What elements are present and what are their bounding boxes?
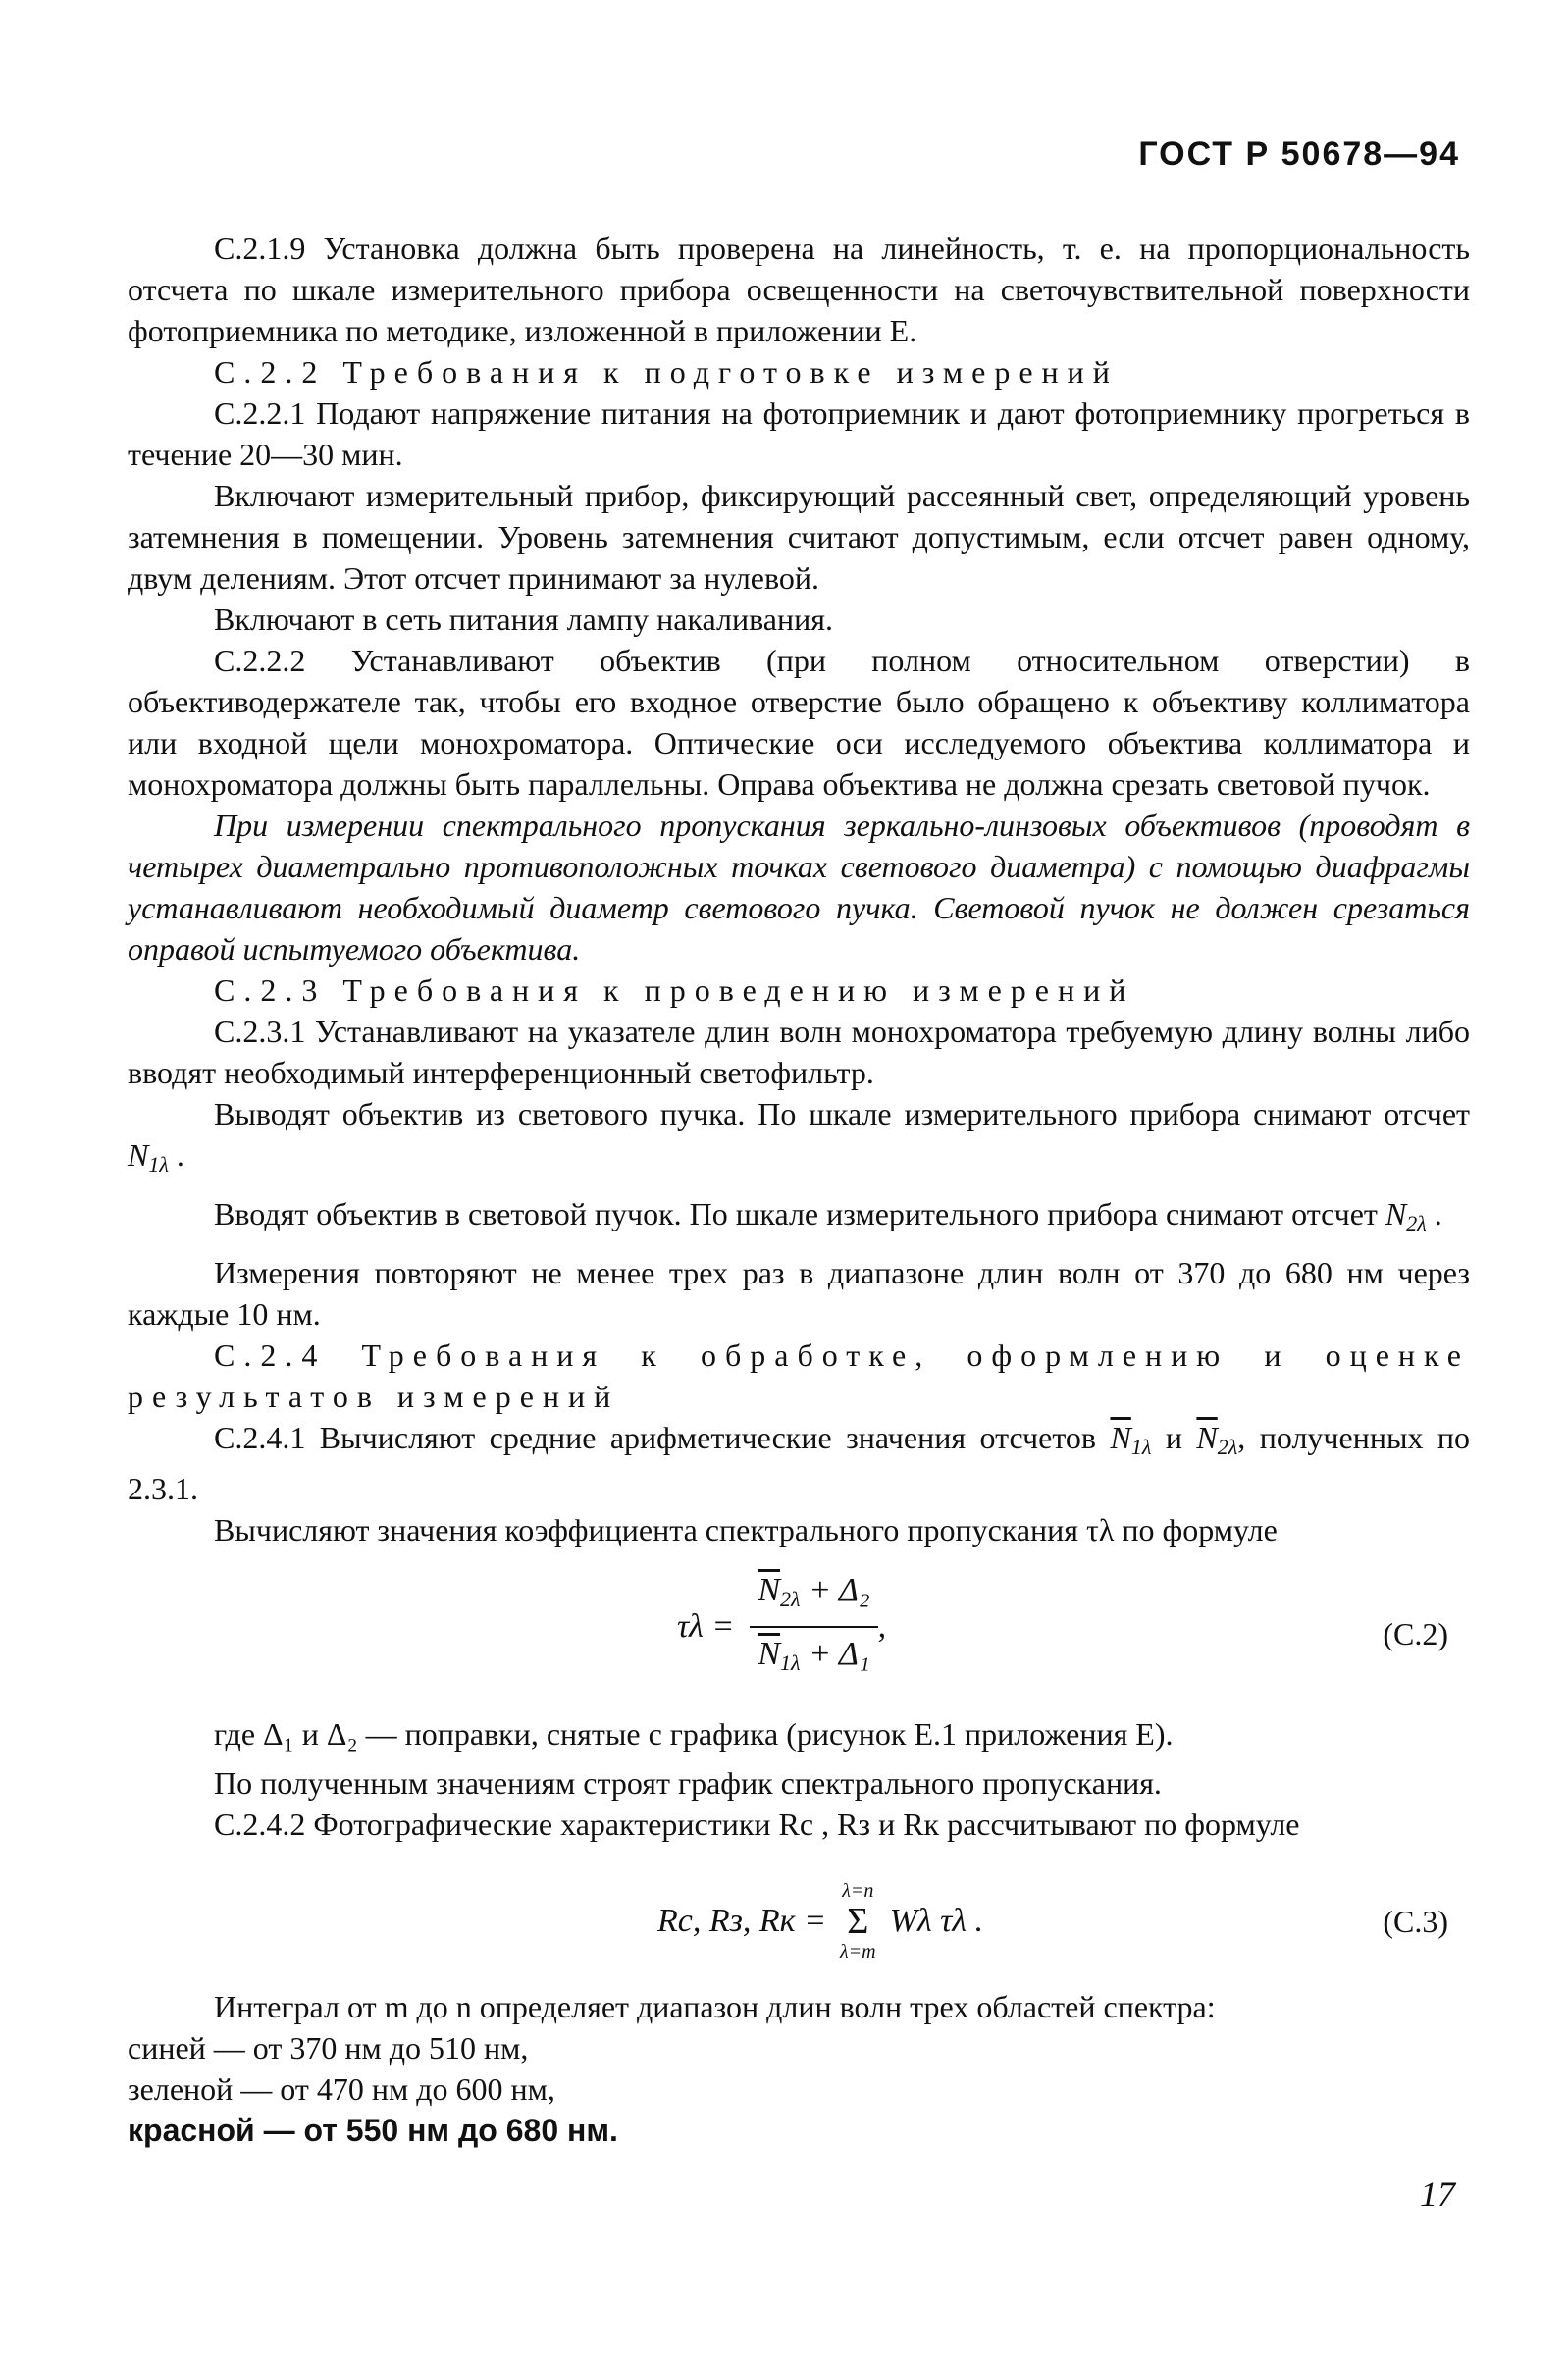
numerator-variable: $\overline{N}$: [758, 1572, 781, 1608]
reading-1-subscript: 1λ: [148, 1152, 169, 1177]
sum-lower-limit: λ=m: [840, 1941, 876, 1963]
formula-c2: [128, 1560, 1470, 1707]
paragraph-c241: С.2.4.1 Вычисляют средние арифметические значения отсчетов $\overline{N}_{1\lambda}$ и $\overline{N}_{2\lambda}$, полученных по 2.3.1.: [128, 1420, 1471, 1506]
paragraph-c231: С.2.3.1 Устанавливают на указателе длин волн монохроматора требуемую длину волны либо вводят необходимый интерференционный светофильтр.: [128, 1014, 1470, 1090]
reading-2-variable: N: [1385, 1196, 1407, 1231]
spectrum-range-red: красной — от 550 нм до 680 нм.: [128, 2113, 618, 2148]
paragraph-mirror-lens: При измерении спектрального пропускания зеркально-линзовых объективов (проводят в четырех диаметрально противоположных точках светового диаметра) с помощью диафрагмы устанавливают необходимый диаметр светового пучка. Световой пучок не должен срезаться оправой испытуемого объектива.: [128, 808, 1470, 967]
section-heading-c24: С.2.4 Требования к обработке, оформлению и оценке результатов измерений: [128, 1337, 1470, 1414]
spectrum-range-blue: синей — от 370 нм до 510 нм,: [128, 2030, 529, 2066]
formula-c3-sum: [840, 1880, 876, 1963]
paragraph-reading-2: Вводят объектив в световой пучок. По шкале измерительного прибора снимают отсчет $N_{2\lambda}$ .: [214, 1196, 1442, 1235]
standard-header: ГОСТ Р 50678—94: [1138, 135, 1460, 173]
paragraph-integral: Интеграл от m до n определяет диапазон длин волн трех областей спектра:: [214, 1989, 1216, 2024]
formula-c2-denominator: [750, 1628, 877, 1684]
paragraph-c221: С.2.2.1 Подают напряжение питания на фотоприемник и дают фотоприемнику прогреться в течение 20—30 мин.: [128, 395, 1470, 472]
spectrum-ranges-list: [128, 2027, 1470, 2151]
paragraph-c241-text: С.2.4.1 Вычисляют средние арифметические значения отсчетов: [214, 1420, 1096, 1455]
formula-c2-expression: [677, 1570, 886, 1684]
section-heading-c22: С.2.2 Требования к подготовке измерений: [214, 354, 1119, 390]
mean-n1-variable: $\overline{N}$: [1110, 1420, 1131, 1455]
formula-c2-number: (С.2): [1383, 1616, 1448, 1651]
spectrum-range-green: зеленой — от 470 нм до 600 нм,: [128, 2071, 555, 2107]
formula-c3-rhs: Wλ τλ .: [889, 1903, 984, 1939]
paragraph-repeat: Измерения повторяют не менее трех раз в диапазоне длин волн от 370 до 680 нм через каждые 10 нм.: [128, 1255, 1470, 1332]
sum-symbol: Σ: [847, 1901, 869, 1942]
formula-c2-numerator: [750, 1570, 877, 1628]
document-body: [128, 228, 1470, 2151]
denominator-subscript: 1λ: [780, 1650, 801, 1675]
paragraph-lamp: Включают в сеть питания лампу накаливания.: [214, 602, 833, 637]
paragraph-c222: С.2.2.2 Устанавливают объектив (при полном относительном отверстии) в объективодержателе так, чтобы его входное отверстие было обращено к объективу коллиматора или входной щели монохроматора. Оптические оси исследуемого объектива коллиматора и монохроматора должны быть параллельны. Оправа объектива не должна срезать световой пучок.: [128, 643, 1470, 802]
reading-2-subscript: 2λ: [1406, 1211, 1427, 1235]
mean-n2-subscript: 2λ: [1217, 1435, 1238, 1459]
paragraph-reading-1: Выводят объектив из светового пучка. По шкале измерительного прибора снимают отсчет $N_{1\lambda}$ .: [128, 1096, 1470, 1177]
denominator-correction: + Δ₁: [800, 1636, 870, 1672]
mean-n2-variable: $\overline{N}$: [1196, 1420, 1218, 1455]
reading-1-variable: N: [128, 1137, 149, 1173]
paragraph-graph: По полученным значениям строят график спектрального пропускания.: [214, 1765, 1162, 1801]
sum-upper-limit: λ=n: [842, 1880, 874, 1902]
paragraph-c242: С.2.4.2 Фотографические характеристики Rс , Rз и Rк рассчитывают по формуле: [214, 1807, 1300, 1842]
denominator-variable: $\overline{N}$: [758, 1636, 781, 1672]
section-heading-c23: С.2.3 Требования к проведению измерений: [214, 972, 1135, 1008]
paragraph-reading-2-text: Вводят объектив в световой пучок. По шкале измерительного прибора снимают отсчет: [214, 1196, 1378, 1231]
page-number: 17: [1420, 2174, 1455, 2214]
formula-c2-comma: ,: [877, 1608, 887, 1645]
formula-c2-lhs: τλ =: [677, 1608, 735, 1645]
conjunction-and: и: [1165, 1420, 1182, 1455]
paragraph-c219: С.2.1.9 Установка должна быть проверена на линейность, т. е. на пропорциональность отсчета по шкале измерительного прибора освещенности на светочувствительной поверхности фотоприемника по методике, изложенной в приложении Е.: [128, 231, 1470, 348]
formula-c3-number: (С.3): [1383, 1904, 1448, 1939]
paragraph-instrument: Включают измерительный прибор, фиксирующий рассеянный свет, определяющий уровень затемнения в помещении. Уровень затемнения считают допустимым, если отсчет равен одному, двум делениям. Этот отсчет принимают за нулевой.: [128, 478, 1470, 596]
numerator-subscript: 2λ: [780, 1587, 801, 1611]
paragraph-c241-tail: полученных по 2.3.1.: [128, 1420, 1471, 1506]
mean-n1-subscript: 1λ: [1130, 1435, 1152, 1459]
numerator-correction: + Δ₂: [800, 1572, 870, 1608]
formula-c3-lhs: Rс, Rз, Rк =: [657, 1903, 827, 1939]
formula-c2-fraction: [750, 1570, 877, 1684]
paragraph-reading-1-text: Выводят объектив из светового пучка. По шкале измерительного прибора снимают отсчет: [214, 1096, 1470, 1131]
paragraph-coefficient: Вычисляют значения коэффициента спектрального пропускания τλ по формуле: [214, 1512, 1278, 1547]
paragraph-corrections: где Δ₁ и Δ₂ — поправки, снятые с графика (рисунок Е.1 приложения Е).: [214, 1716, 1174, 1752]
formula-c3-expression: [657, 1862, 983, 1980]
formula-c3: [128, 1862, 1470, 1980]
